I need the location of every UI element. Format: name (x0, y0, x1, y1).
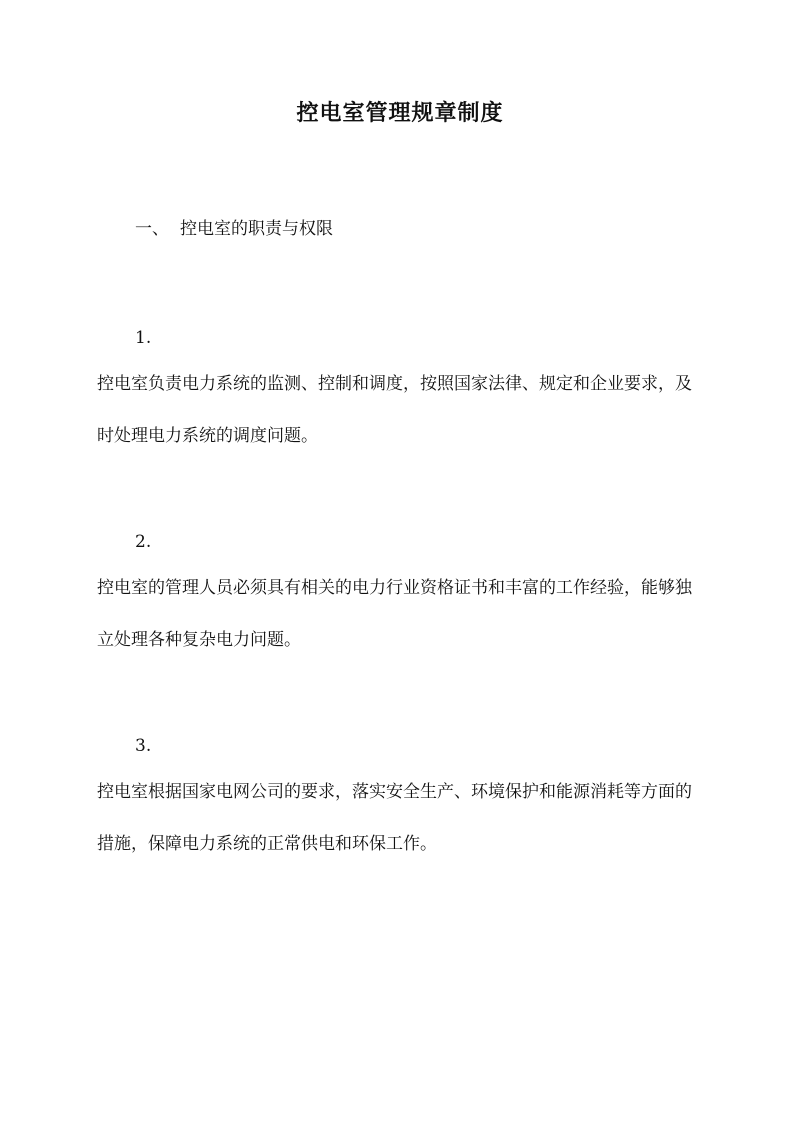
item-number-3: 3. (135, 736, 152, 756)
item-text-3: 控电室根据国家电网公司的要求，落实安全生产、环境保护和能源消耗等方面的措施，保障电力系统的正常供电和环保工作。 (97, 782, 692, 854)
item-number-1: 1. (135, 328, 152, 348)
section-heading-text: 控电室的职责与权限 (180, 219, 333, 239)
document-title: 控电室管理规章制度 (296, 100, 504, 126)
section-heading (135, 216, 333, 242)
item-text-2: 控电室的管理人员必须具有相关的电力行业资格证书和丰富的工作经验，能够独立处理各种复杂电力问题。 (97, 578, 692, 650)
item-number-2: 2. (135, 532, 152, 552)
section-number: 一、 (135, 219, 169, 239)
item-text-1: 控电室负责电力系统的监测、控制和调度，按照国家法律、规定和企业要求，及时处理电力系统的调度问题。 (97, 374, 692, 446)
